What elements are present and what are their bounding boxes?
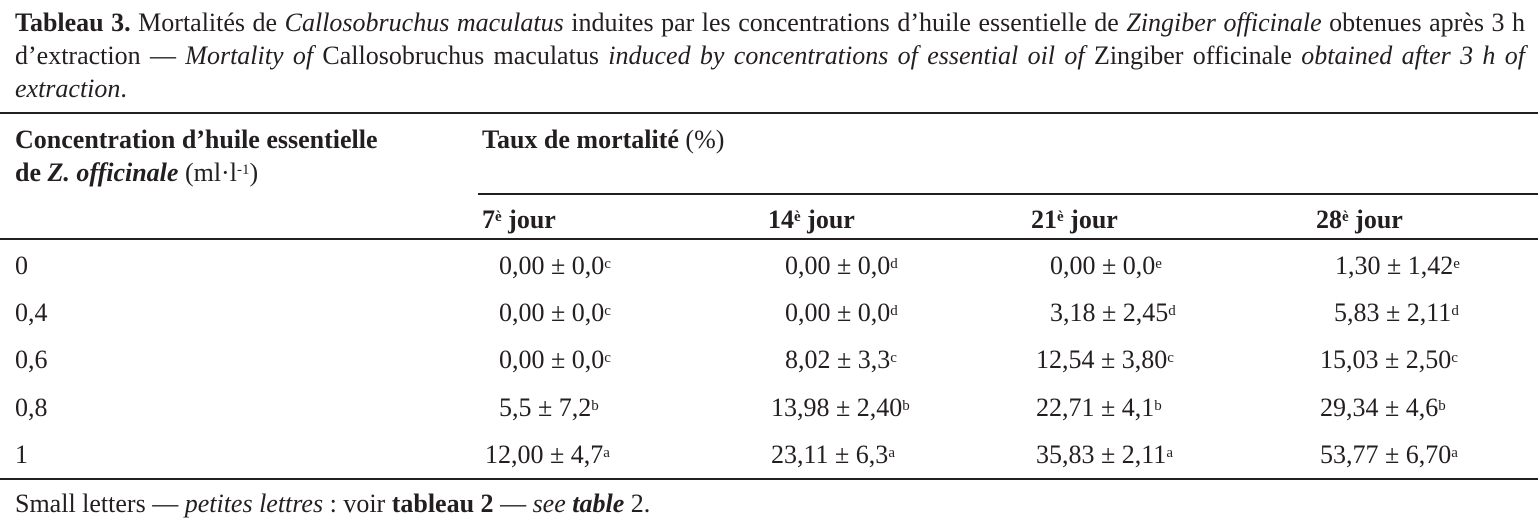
day-header-7-num: 7 (482, 205, 495, 234)
footnote-part-b: petites lettres (184, 489, 324, 518)
concentration-header-unit-exp: -1 (236, 162, 250, 178)
cell-value: 0,00 ± 0,0 (785, 298, 891, 327)
cell-value: 12,00 ± 4,7 (485, 440, 604, 469)
concentration-header-unit: (ml·l (178, 158, 237, 187)
cell-letter: d (1451, 303, 1459, 319)
table-row-4-day7 (485, 440, 610, 470)
day-header-7-sup: è (495, 209, 502, 225)
caption-fr-2: induites par les concentrations d’huile essentielle de (563, 8, 1127, 37)
concentration-header-de: de (15, 158, 48, 187)
caption-label: Tableau 3. (15, 8, 131, 37)
table-caption (15, 6, 1525, 105)
cell-value: 0,00 ± 0,0 (499, 298, 605, 327)
table-row-0-day28 (1335, 251, 1460, 281)
footnote-part-e: — (493, 489, 533, 518)
mortality-header-bold: Taux de mortalité (482, 125, 679, 154)
concentration-header-line1: Concentration d’huile essentielle (15, 125, 378, 154)
cell-value: 53,77 ± 6,70 (1320, 440, 1452, 469)
cell-value: 3,18 ± 2,45 (1050, 298, 1169, 327)
header-bottom-rule (0, 238, 1538, 240)
cell-value: 15,03 ± 2,50 (1320, 345, 1452, 374)
caption-en-1: Mortality of (185, 41, 323, 70)
table-row-2-day14 (785, 345, 897, 375)
day-header-28-word: jour (1348, 205, 1403, 234)
cell-value: 1,30 ± 1,42 (1335, 251, 1454, 280)
table-row-1-day7 (499, 298, 611, 328)
cell-letter: b (902, 398, 910, 414)
table-row-0-day21 (1050, 251, 1162, 281)
cell-letter: d (1168, 303, 1176, 319)
table-row-1-concentration: 0,4 (15, 298, 48, 327)
table-row-3-day28 (1320, 393, 1446, 423)
concentration-header-unit-close: ) (249, 158, 259, 187)
table-row-3-day14 (771, 393, 910, 423)
cell-value: 29,34 ± 4,6 (1320, 393, 1439, 422)
cell-value: 8,02 ± 3,3 (785, 345, 891, 374)
cell-letter: c (1451, 350, 1458, 366)
table-row-4-day21 (1036, 440, 1173, 470)
cell-value: 5,83 ± 2,11 (1334, 298, 1452, 327)
cell-letter: c (604, 256, 611, 272)
cell-letter: d (890, 303, 898, 319)
top-rule (0, 112, 1538, 114)
day-header-7-word: jour (501, 205, 556, 234)
cell-value: 12,54 ± 3,80 (1036, 345, 1168, 374)
table-row-0-concentration: 0 (15, 251, 28, 280)
table-footnote (15, 489, 650, 519)
cell-value: 0,00 ± 0,0 (1050, 251, 1156, 280)
caption-fr-plant: Zingiber officinale (1126, 8, 1322, 37)
table-row-4-day14 (771, 440, 895, 470)
caption-end: . (120, 74, 127, 103)
cell-value: 0,00 ± 0,0 (499, 345, 605, 374)
cell-letter: e (1155, 256, 1162, 272)
caption-en-species: Callosobruchus maculatus (322, 41, 599, 70)
cell-value: 23,11 ± 6,3 (771, 440, 889, 469)
cell-letter: a (1166, 445, 1173, 461)
bottom-rule (0, 478, 1538, 480)
footnote-part-f: see (532, 489, 573, 518)
table-row-2-day7 (499, 345, 611, 375)
table-row-0-day7 (499, 251, 611, 281)
day-header-14-word: jour (800, 205, 855, 234)
cell-letter: b (1154, 398, 1162, 414)
caption-en-2: induced by concentrations of essential oil of (598, 41, 1094, 70)
cell-letter: d (890, 256, 898, 272)
caption-fr-species: Callosobruchus maculatus (284, 8, 564, 37)
day-header-14-num: 14 (768, 205, 794, 234)
cell-letter: a (603, 445, 610, 461)
table-row-1-day28 (1334, 298, 1459, 328)
footnote-part-d: tableau 2 (391, 489, 494, 518)
footnote-part-g: table (572, 489, 625, 518)
cell-value: 22,71 ± 4,1 (1036, 393, 1155, 422)
day-header-14-sup: è (794, 209, 801, 225)
table-row-3-concentration: 0,8 (15, 393, 48, 422)
table-row-4-day28 (1320, 440, 1458, 470)
table-row-2-day28 (1320, 345, 1458, 375)
footnote-part-c: : voir (323, 489, 392, 518)
cell-letter: c (604, 303, 611, 319)
day-header-21-sup: è (1057, 209, 1064, 225)
cell-letter: a (888, 445, 895, 461)
table-row-1-day14 (785, 298, 898, 328)
cell-value: 0,00 ± 0,0 (499, 251, 605, 280)
cell-value: 35,83 ± 2,11 (1036, 440, 1167, 469)
day-header-7 (482, 203, 556, 236)
day-header-28-num: 28 (1316, 205, 1342, 234)
table-row-2-day21 (1036, 345, 1174, 375)
day-header-21-num: 21 (1031, 205, 1057, 234)
day-header-21 (1031, 203, 1118, 236)
day-header-21-word: jour (1063, 205, 1118, 234)
table-row-3-day7 (499, 393, 599, 423)
mortality-header-unit: (%) (678, 125, 725, 154)
table-row-2-concentration: 0,6 (15, 345, 48, 374)
cell-letter: c (1167, 350, 1174, 366)
cell-letter: a (1451, 445, 1458, 461)
footnote-part-a: Small letters — (15, 489, 185, 518)
concentration-header (15, 123, 378, 189)
cell-value: 0,00 ± 0,0 (785, 251, 891, 280)
cell-letter: c (890, 350, 897, 366)
table-row-4-concentration: 1 (15, 440, 28, 469)
cell-value: 13,98 ± 2,40 (771, 393, 903, 422)
cell-letter: c (604, 350, 611, 366)
table-row-3-day21 (1036, 393, 1162, 423)
cell-letter: e (1453, 256, 1460, 272)
concentration-header-line2 (15, 156, 378, 189)
mortality-group-header (482, 123, 724, 156)
caption-en-3: obtained after 3 h of extraction (15, 41, 1525, 103)
group-header-rule (478, 193, 1538, 195)
caption-en-plant: Zingiber officinale (1093, 41, 1292, 70)
cell-value: 5,5 ± 7,2 (499, 393, 592, 422)
day-header-28 (1316, 203, 1403, 236)
caption-fr-3: obtenues après 3 h d’extraction — (15, 8, 1525, 70)
day-header-28-sup: è (1342, 209, 1349, 225)
cell-letter: b (1438, 398, 1446, 414)
caption-fr-1: Mortalités de (130, 8, 285, 37)
concentration-header-species: Z. officinale (47, 158, 179, 187)
footnote-part-h: 2. (624, 489, 651, 518)
table-row-1-day21 (1050, 298, 1176, 328)
table-row-0-day14 (785, 251, 898, 281)
day-header-14 (768, 203, 855, 236)
cell-letter: b (591, 398, 599, 414)
